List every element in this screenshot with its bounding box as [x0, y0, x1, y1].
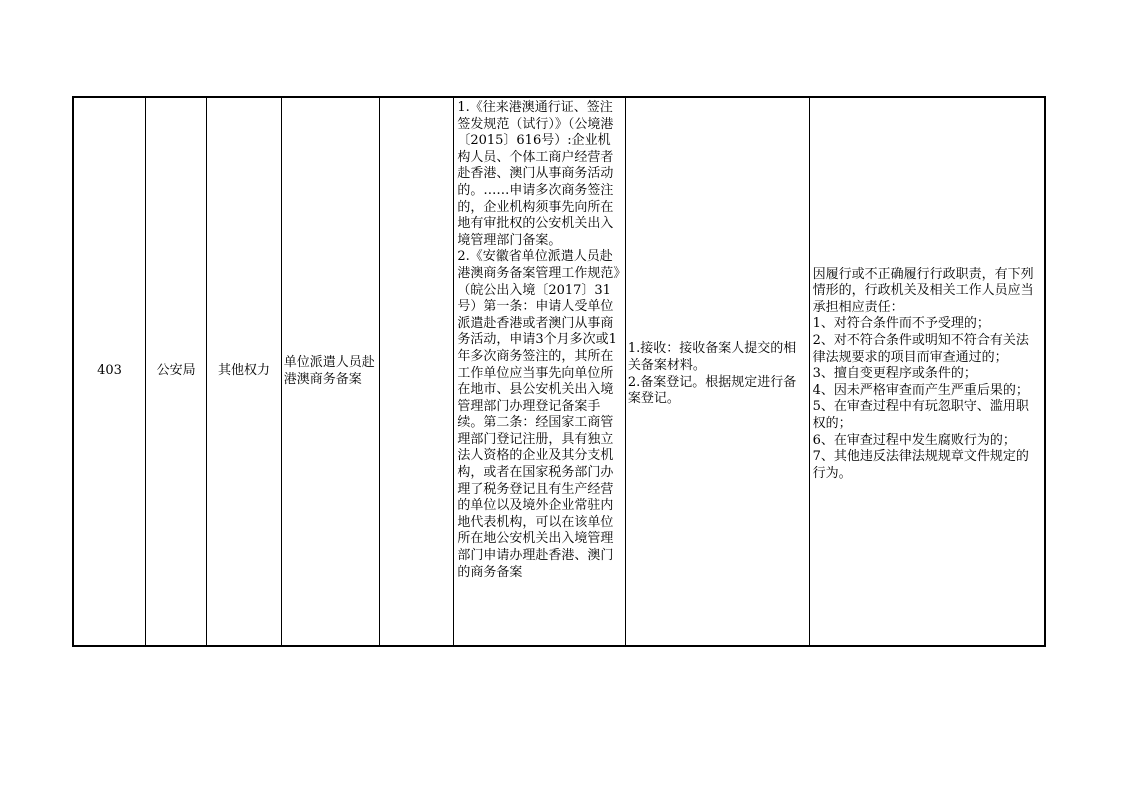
responsibility-cell [809, 97, 1045, 646]
legal-basis-text: 1.《往来港澳通行证、签注签发规范（试行）》（公境港〔2015〕616号）:企业机构人员、个体工商户经营者赴香港、澳门从事商务活动的。……申请多次商务签注的，企业机构须事先向所在地有审批权的公安机关出入境管理部门备案。 2.《安徽省单位派遣人员赴港澳商务备案管理工作规范》（皖公出入境〔2017〕31号）第一条：申请人受单位派遣赴香港或者澳门从事商务活动，申请3个月多次或1年多次商务签注的，其所在工作单位应当事先向单位所在地市、县公安机关出入境管理部门办理登记备案手续。第二条：经国家工商管理部门登记注册，具有独立法人资格的企业及其分支机构，或者在国家税务部门办理了税务登记且有生产经营的单位以及境外企业常驻内地代表机构，可以在该单位所在地公安机关出入境管理部门申请办理赴香港、澳门的商务备案 [457, 100, 620, 580]
responsibility-text: 因履行或不正确履行行政职责，有下列情形的，行政机关及相关工作人员应当承担相应责任： 1、对符合条件而不予受理的； 2、对不符合条件或明知不符合有关法律法规要求的项目而审查通过的； 3、擅自变更程序或条件的； 4、因未严格审查而产生严重后果的； 5、在审查过程中有玩忽职守、滥用职权的； 6、在审查过程中发生腐败行为的； 7、其他违反法律法规规章文件规定的行为。 [812, 266, 1034, 481]
power-type-cell: 其他权力 [207, 97, 282, 646]
item-name-cell [281, 97, 379, 646]
power-list-table [72, 96, 1046, 647]
legal-basis-clip [457, 98, 622, 645]
row-number: 403 [73, 97, 145, 646]
procedure-text: 1.接收：接收备案人提交的相关备案材料。 2.备案登记。根据规定进行备案登记。 [627, 341, 797, 407]
item-code-cell [379, 97, 454, 646]
legal-basis-cell [454, 97, 626, 646]
item-name-text: 单位派遣人员赴港澳商务备案 [283, 354, 375, 387]
procedure-cell [625, 97, 809, 646]
department-cell: 公安局 [145, 97, 206, 646]
table-row [73, 97, 1045, 646]
